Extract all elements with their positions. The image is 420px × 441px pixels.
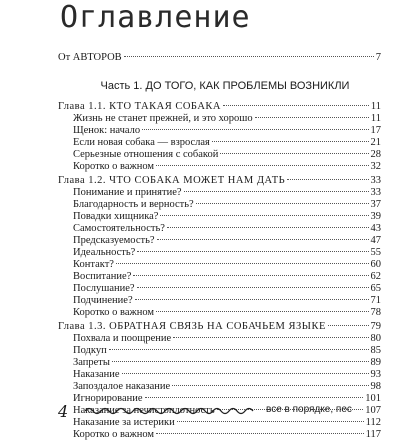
footer-running-title: все в порядке, пес — [266, 404, 352, 415]
chapter-label: Глава 1.3. ОБРАТНАЯ СВЯЗЬ НА СОБАЧЬЕМ ЯЗЫКЕ — [58, 321, 326, 332]
chapter-page: 79 — [370, 321, 381, 332]
section-page: 55 — [370, 247, 381, 258]
leader-dots — [172, 385, 368, 386]
section-page: 98 — [370, 381, 381, 392]
leader-dots — [196, 203, 369, 204]
section-page: 33 — [370, 187, 381, 198]
section-page: 78 — [370, 307, 381, 318]
toc-section — [73, 295, 381, 307]
leader-dots — [156, 433, 364, 434]
leader-dots — [223, 105, 369, 106]
section-label: Послушание? — [73, 283, 135, 294]
toc-section — [73, 125, 381, 137]
leader-dots — [142, 129, 368, 130]
section-label: Воспитание? — [73, 271, 132, 282]
chapter-page: 11 — [370, 101, 381, 112]
section-page: 17 — [370, 125, 381, 136]
section-page: 32 — [370, 161, 381, 172]
leader-dots — [156, 165, 368, 166]
leader-dots — [116, 263, 369, 264]
toc-section — [73, 381, 381, 393]
toc-section — [73, 417, 381, 429]
section-page: 93 — [370, 369, 381, 380]
toc-section — [73, 283, 381, 295]
chapter-page: 33 — [370, 175, 381, 186]
section-label: Похвала и поощрение — [73, 333, 172, 344]
leader-dots — [145, 397, 364, 398]
section-page: 62 — [370, 271, 381, 282]
section-label: Наказание за истерики — [73, 417, 175, 428]
section-label: Жизнь не станет прежней, и это хорошо — [73, 113, 253, 124]
section-page: 39 — [370, 211, 381, 222]
section-page: 85 — [370, 345, 381, 356]
section-label: Серьезные отношения с собакой — [73, 149, 219, 160]
toc-section — [73, 429, 381, 441]
leader-dots — [160, 215, 368, 216]
section-page: 101 — [365, 393, 381, 404]
leader-dots — [157, 239, 369, 240]
leader-dots — [184, 191, 369, 192]
leader-dots — [173, 337, 368, 338]
toc-section — [73, 271, 381, 283]
toc-chapter — [58, 175, 381, 187]
section-page: 43 — [370, 223, 381, 234]
toc-section — [73, 369, 381, 381]
leader-dots — [137, 251, 368, 252]
leader-dots — [133, 275, 368, 276]
toc-section — [73, 247, 381, 259]
footer-page-number: 4 — [58, 402, 69, 421]
section-page: 60 — [370, 259, 381, 270]
section-label: Понимание и принятие? — [73, 187, 182, 198]
section-page: 117 — [365, 429, 381, 440]
section-page: 11 — [370, 113, 381, 124]
leader-dots — [122, 373, 369, 374]
toc-entry-authors — [58, 52, 381, 64]
leader-dots — [156, 311, 368, 312]
leader-dots — [220, 153, 368, 154]
toc-section — [73, 307, 381, 319]
toc-section — [73, 113, 381, 125]
section-label: Щенок: начало — [73, 125, 141, 136]
section-label: Идеальность? — [73, 247, 136, 258]
chapter-label: Глава 1.2. ЧТО СОБАКА МОЖЕТ НАМ ДАТЬ — [58, 175, 286, 186]
leader-dots — [255, 117, 369, 118]
toc-section — [73, 149, 381, 161]
section-label: Контакт? — [73, 259, 114, 270]
section-label: Коротко о важном — [73, 307, 155, 318]
section-page: 89 — [370, 357, 381, 368]
section-label: Запреты — [73, 357, 110, 368]
section-label: Наказание — [73, 369, 120, 380]
section-label: Подчинение? — [73, 295, 133, 306]
section-label: Наказание за нечистоплотность — [73, 405, 215, 416]
toc-entry-page: 7 — [375, 52, 381, 63]
toc-section — [73, 357, 381, 369]
toc-section — [73, 259, 381, 271]
section-page: 65 — [370, 283, 381, 294]
section-label: Игнорирование — [73, 393, 143, 404]
leader-dots — [328, 325, 369, 326]
toc-section — [73, 199, 381, 211]
section-label: Коротко о важном — [73, 161, 155, 172]
part-title: ДО ТОГО, КАК ПРОБЛЕМЫ ВОЗНИКЛИ — [145, 80, 350, 92]
page-title: Оглавление — [60, 0, 251, 35]
leader-dots — [177, 421, 364, 422]
leader-dots — [212, 141, 369, 142]
section-page: 107 — [365, 405, 381, 416]
leader-dots — [112, 361, 369, 362]
section-page: 21 — [370, 137, 381, 148]
toc-section — [73, 235, 381, 247]
toc-section — [73, 211, 381, 223]
section-label: Коротко о важном — [73, 429, 155, 440]
leader-dots — [135, 299, 369, 300]
toc-chapter — [58, 321, 381, 333]
leader-dots — [109, 349, 369, 350]
section-page: 71 — [370, 295, 381, 306]
toc-section — [73, 223, 381, 235]
part-heading — [70, 80, 380, 93]
section-label: Если новая собака — взрослая — [73, 137, 210, 148]
chapter-label: Глава 1.1. КТО ТАКАЯ СОБАКА — [58, 101, 221, 112]
toc-section — [73, 187, 381, 199]
section-label: Самостоятельность? — [73, 223, 165, 234]
section-page: 112 — [365, 417, 381, 428]
toc-section — [73, 137, 381, 149]
toc-chapter — [58, 101, 381, 113]
toc-section — [73, 161, 381, 173]
toc-section — [73, 345, 381, 357]
toc-section — [73, 333, 381, 345]
section-page: 47 — [370, 235, 381, 246]
part-label: Часть 1. — [100, 80, 143, 92]
footer-wave-ornament — [85, 404, 255, 418]
section-label: Повадки хищника? — [73, 211, 159, 222]
section-label: Предсказуемость? — [73, 235, 155, 246]
section-page: 37 — [370, 199, 381, 210]
leader-dots — [167, 227, 369, 228]
section-page: 28 — [370, 149, 381, 160]
section-label: Подкуп — [73, 345, 107, 356]
toc-entry-label: От АВТОРОВ — [58, 52, 122, 63]
leader-dots — [137, 287, 369, 288]
leader-dots — [287, 179, 368, 180]
section-label: Запоздалое наказание — [73, 381, 171, 392]
section-page: 80 — [370, 333, 381, 344]
leader-dots — [124, 56, 374, 57]
section-label: Благодарность и верность? — [73, 199, 194, 210]
